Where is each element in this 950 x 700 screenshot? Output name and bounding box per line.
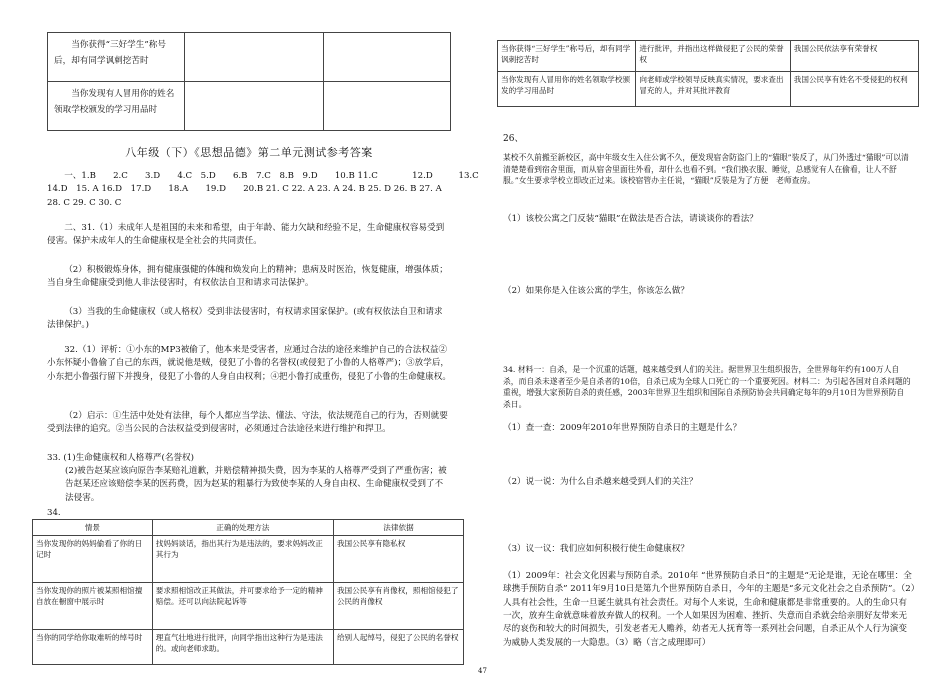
table-header-row — [33, 520, 464, 536]
column-header: 法律依据 — [333, 520, 463, 536]
empty-cell — [324, 33, 451, 82]
q32-part2: （2）启示：①生活中处处有法律，每个人都应当学法、懂法、守法，依法规范自己的行为，否则就要受到法律的追究。②当公民的合法权益受到侵害时，必须通过合法途径来进行维护和捍卫。 — [47, 411, 448, 435]
empty-cell — [185, 33, 324, 82]
q34-material: 34. 材料一：自杀，是一个沉重的话题，越来越受到人们的关注。据世界卫生组织报告，全世界每年约有100万人自杀，而自杀未遂者至少是自杀者的10倍，自杀已成为全球人口死亡的一个重要死因。材料二：为引起各国对自杀问题的重视，增强大家预防自杀的责任感，2003年世界卫生组织和国际自杀预防协会共同确定每年的9月10日为世界预防自杀日。 — [503, 365, 911, 410]
q33-part2: (2)被告赵某应该向原告李某赔礼道歉，并赔偿精神损失费，因为李某的人格尊严受到了严重伤害；被告赵某还应该赔偿李某的医药费，因为赵某的粗暴行为致使李某的人身自由权、生命健康权受到了不法侵害。 — [65, 466, 447, 503]
table-cell: 理直气壮地进行批评，向同学指出这种行为是违法的。或向老师求助。 — [152, 630, 333, 665]
right-top-table — [497, 40, 919, 107]
table-cell: 要求照相馆改正其做法，并可要求给予一定的精神赔偿。还可以向法院起诉等 — [152, 583, 333, 630]
table-cell: 进行批评，并指出这样做侵犯了公民的荣誉权 — [636, 41, 790, 72]
page-number: 47 — [478, 667, 487, 675]
q31-part2: （2）积极锻炼身体，拥有健康强健的体魄和焕发向上的精神；患病及时医治，恢复健康，增强体质；当自身生命健康受到他人非法侵害时，有权依法自卫和请求司法保护。 — [47, 265, 448, 289]
situation-cell: 当你发现有人冒用你的姓名领取学校颁发的学习用品时 — [48, 82, 185, 131]
q32-part1: 32.（1）评析：①小东的MP3被偷了，他本来是受害者，应通过合法的途径来维护自己的合法权益②小东怀疑小鲁偷了自己的东西，就说他是贼，侵犯了小鲁的名誉权(或侵犯了小鲁的人格尊严)；③放学后，小东把小鲁强行留下并搜身，侵犯了小鲁的人身自由权利；④把小鲁打成重伤，侵犯了小鲁的生命健康权。 — [47, 345, 451, 382]
left-top-table — [47, 32, 451, 131]
empty-cell — [324, 82, 451, 131]
table-cell: 当你获得“三好学生”称号后，却有同学讽刺挖苦时 — [498, 41, 636, 72]
table-cell: 向老师或学校领导反映真实情况，要求查出冒充的人，并对其批评教育 — [636, 72, 790, 107]
q26-question1: （1）该校公寓之门反装“猫眼”在做法是否合法，请谈谈你的看法？ — [503, 214, 758, 224]
q31-part3: （3）当我的生命健康权（或人格权）受到非法侵害时，有权请求国家保护。(或有权依法自卫和请求法律保护。) — [47, 307, 443, 331]
q34-question3: （3）议一议：我们应如何积极行使生命健康权？ — [503, 544, 689, 554]
q34-question1: （1）查一查：2009年2010年世界预防自杀日的主题是什么？ — [503, 423, 742, 433]
q26-question2: （2）如果你是入住该公寓的学生，你该怎么做？ — [503, 286, 689, 296]
table-cell: 我国公民依法享有荣誉权 — [790, 41, 918, 72]
choice-line: 28. C 29. C 30. C — [47, 197, 122, 208]
q33-part1: 33. (1)生命健康权和人格尊严(名誉权) — [47, 453, 194, 463]
q34-label: 34. — [47, 508, 61, 518]
column-header: 正确的处理方法 — [152, 520, 333, 536]
q31-part1: 二、31.（1）未成年人是祖国的未来和希望，由于年龄、能力欠缺和经验不足，生命健康权容易受到侵害。保护未成年人的生命健康权是全社会的共同责任。 — [47, 223, 445, 247]
table-cell: 当你的同学给你取难听的绰号时 — [33, 630, 153, 665]
table-cell: 给别人起绰号，侵犯了公民的名誉权 — [333, 630, 463, 665]
table-cell: 我国公民享有隐私权 — [333, 536, 463, 583]
column-header: 情景 — [33, 520, 153, 536]
choice-line: 一、1.B 2.C 3.D 4.C 5.D 6.B 7.C 8.B 9.D 10.B 11.C 12.D 13.C — [64, 171, 479, 181]
table-cell: 当你发现你的照片被某照相馆擅自放在橱窗中展示时 — [33, 583, 153, 630]
table-row — [33, 536, 464, 583]
empty-cell — [185, 82, 324, 131]
answer-title: 八年级（下）《思想品德》第二单元测试参考答案 — [125, 146, 373, 159]
table-row — [33, 630, 464, 665]
table-row — [498, 41, 919, 72]
table-row — [498, 72, 919, 107]
table-cell: 我国公民享有姓名不受侵犯的权利 — [790, 72, 918, 107]
table-row — [48, 82, 451, 131]
situation-cell: 当你获得“三好学生”称号后，却有同学讽刺挖苦时 — [48, 33, 185, 82]
table-cell: 我国公民享有肖像权，照相馆侵犯了公民的肖像权 — [333, 583, 463, 630]
q26-label: 26、 — [503, 134, 524, 144]
choice-answers — [47, 170, 479, 210]
table-cell: 当你发现有人冒用你的姓名领取学校颁发的学习用品时 — [498, 72, 636, 107]
table-row — [48, 33, 451, 82]
q34-answer: （1）2009年：社会文化因素与预防自杀。2010年 “世界预防自杀日”的主题是“无论是谁，无论在哪里：全球携手预防自杀” 2011年9月10日是第九个世界预防自杀日，今年的主题是“多元文化社会之自杀预防”。（2）人具有社会性，生命一旦诞生就具有社会责任。对每个人来说，生命和健康都是非常重要的。人的生命只有一次，放弃生命就意味着放弃做人的权利。一个人如果因为困难、挫折、失意而自杀就会给亲朋好友带来无尽的哀伤和较大的时间损失，引发老者无人赡养，幼者无人抚育等一系列社会问题，自杀正从个人行为演变为威胁人类发展的一大隐患。（3）略（言之成理即可） — [503, 571, 915, 648]
table-cell: 找妈妈谈话，指出其行为是违法的，要求妈妈改正其行为 — [152, 536, 333, 583]
table-cell: 当你发现你的妈妈偷看了你的日记时 — [33, 536, 153, 583]
q26-material: 某校不久前搬至新校区，高中年级女生入住公寓不久，便发现宿舍防盗门上的“猫眼”装反了，从门外透过“猫眼”可以清清楚楚看到宿舍里面，而从宿舍里面往外看，却什么也看不到。“我们换衣服、睡觉，总感觉有人在偷看，让人不舒服。”女生要求学校立即改正过来。该校宿管办主任说，“猫眼”反装是为了方便 老师查房。 — [503, 153, 909, 186]
choice-line: 14.D 15. A 16.D 17.D 18.A 19.D 20.B 21. C 22. A 23. A 24. B 25. D 26. B 27. A — [47, 184, 442, 195]
table-row — [33, 583, 464, 630]
q34-answer-table — [32, 519, 464, 665]
q34-question2: （2）说一说：为什么自杀越来越受到人们的关注？ — [503, 477, 698, 487]
